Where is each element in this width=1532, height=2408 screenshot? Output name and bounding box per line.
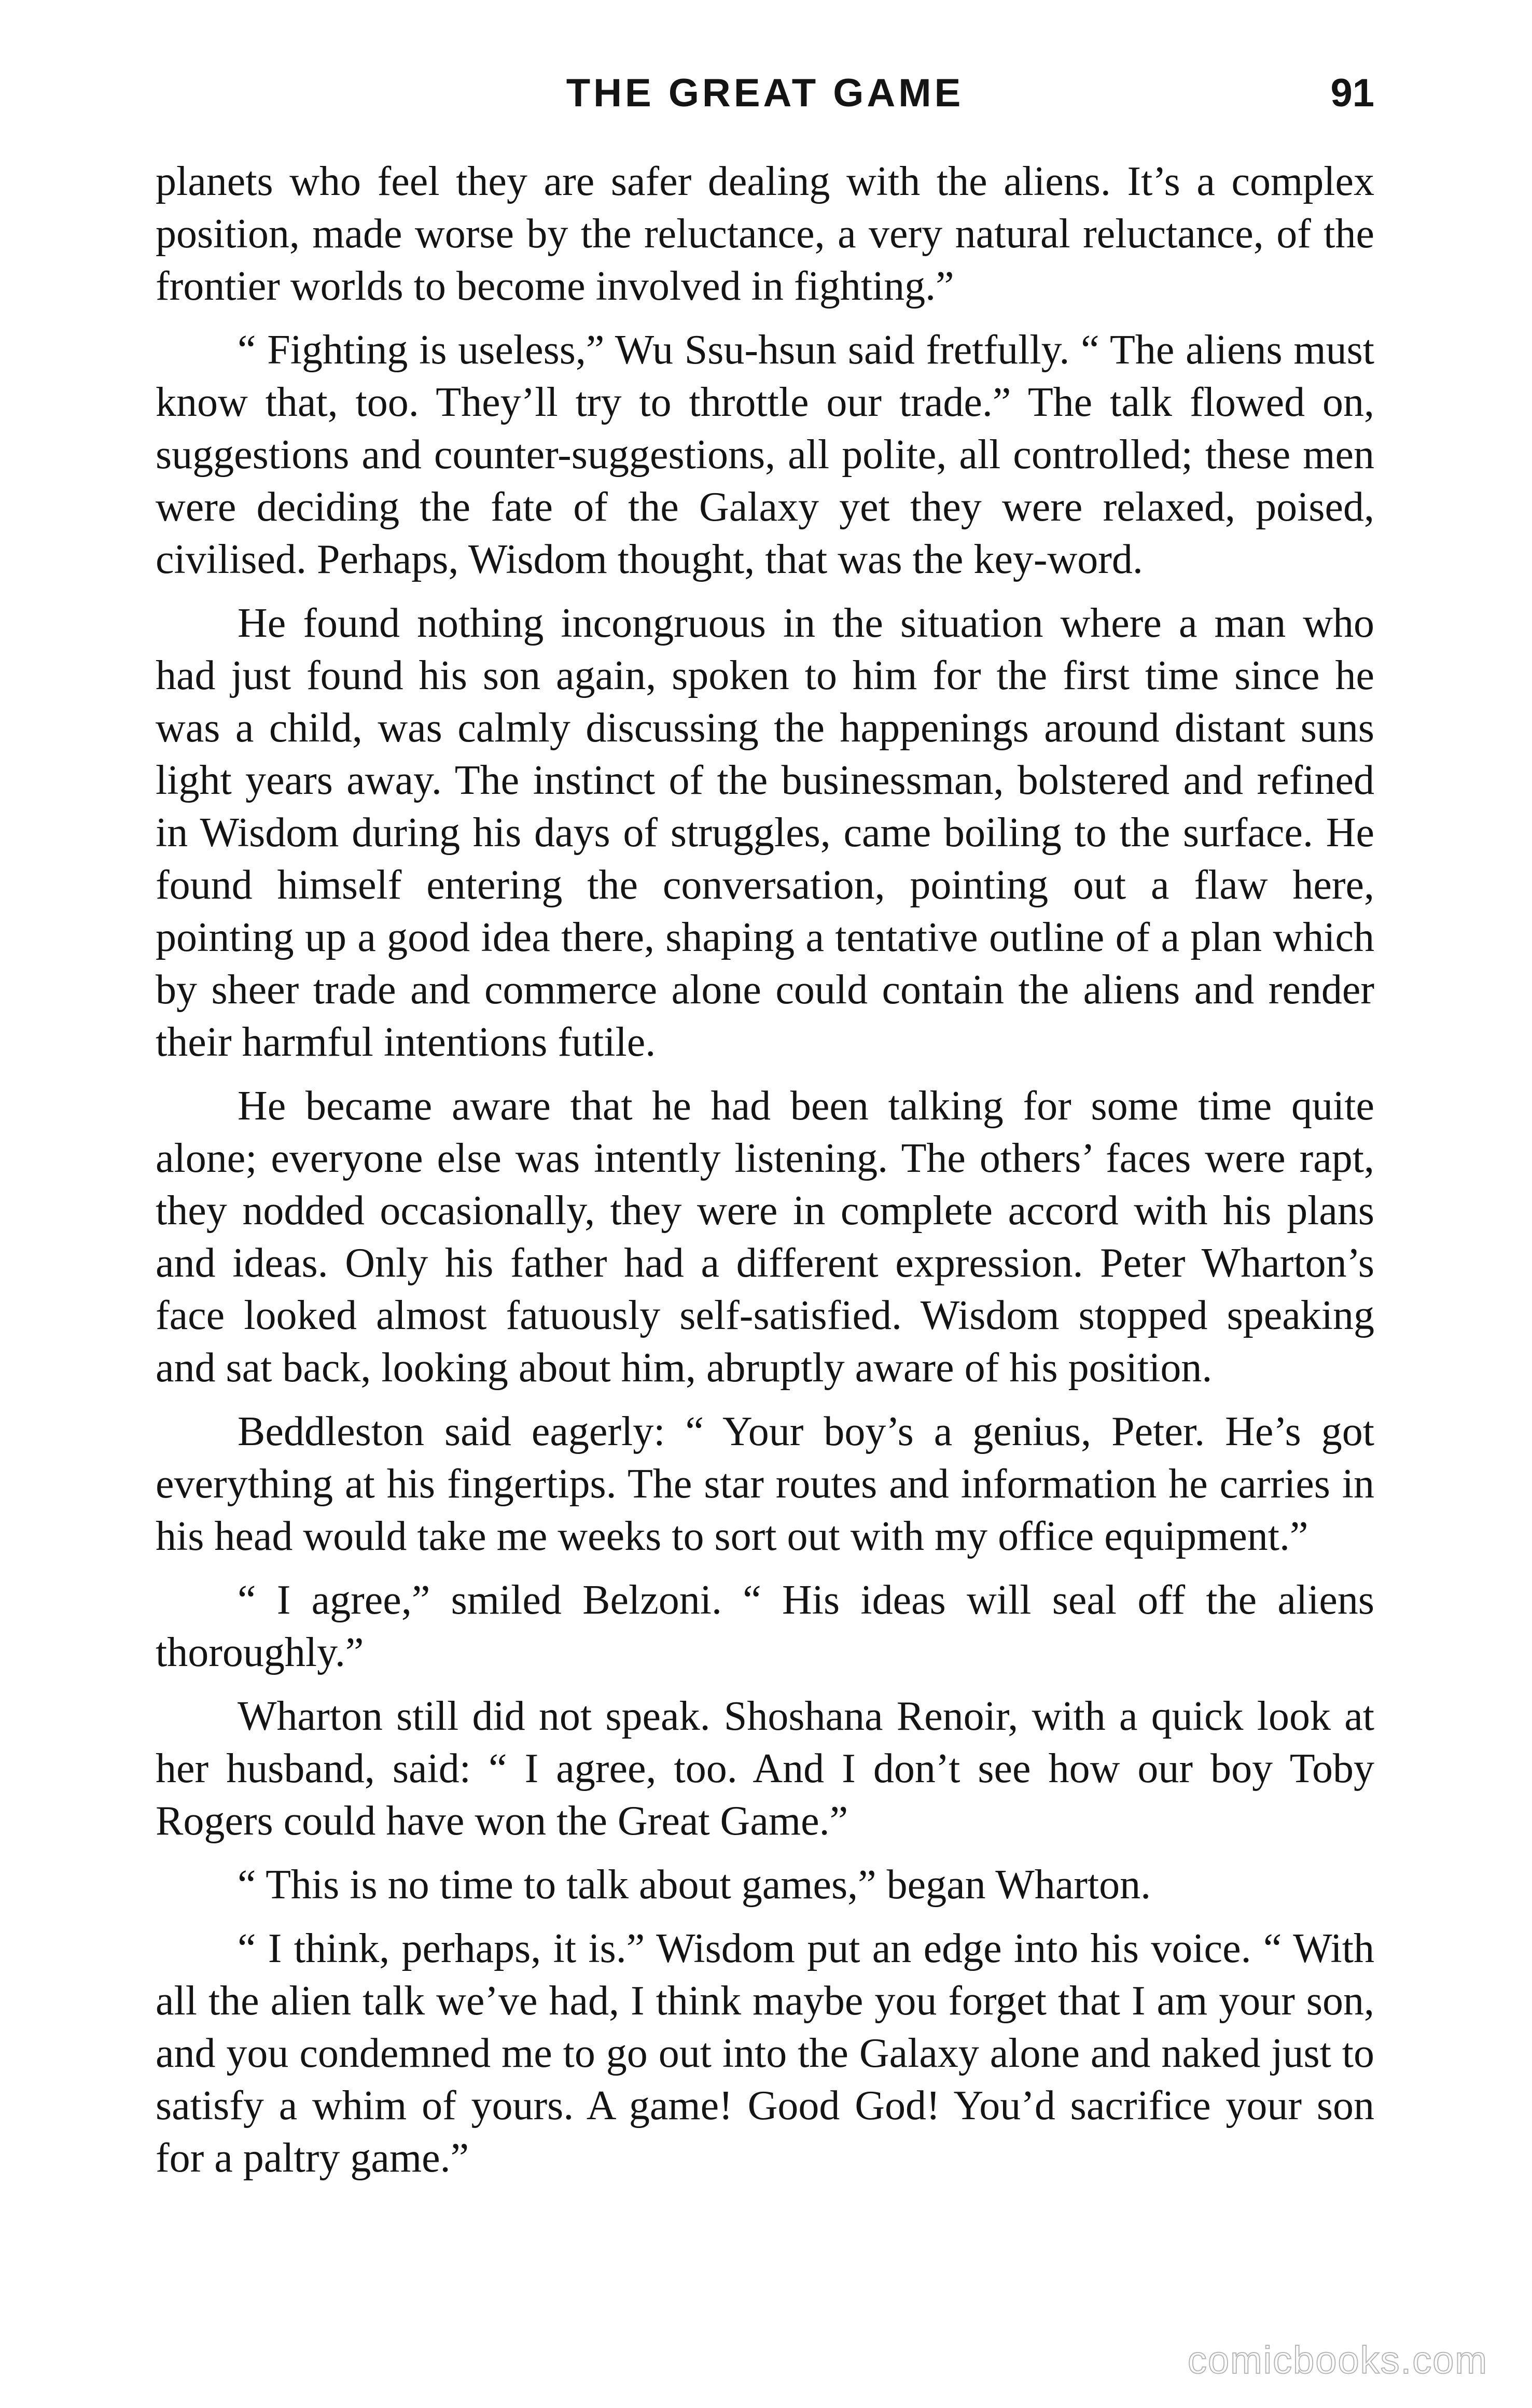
running-title: THE GREAT GAME bbox=[566, 71, 964, 115]
paragraph-9: “ I think, perhaps, it is.” Wisdom put an edge into his voice. “ With all the alien talk we’ve had, I think maybe you forget that I am your son, and you condemned me to go out into the Galaxy alone and naked just to satisfy a whim of yours. A game! Good God! You’d sacrifice your son for a paltry game.” bbox=[156, 1926, 1374, 2181]
running-head bbox=[156, 65, 1374, 122]
watermark: comicbooks.com bbox=[1187, 2339, 1488, 2382]
paragraph-3: He found nothing incongruous in the situation where a man who had just found his son again, spoken to him for the first time since he was a child, was calmly discussing the happenings around distant suns light years away. The instinct of the businessman, bolstered and refined in Wisdom during his days of struggles, came boiling to the surface. He found himself entering the conversation, pointing out a flaw here, pointing up a good idea there, shaping a tentative outline of a plan which by sheer trade and commerce alone could contain the aliens and render their harmful intentions futile. bbox=[156, 600, 1374, 1065]
page-number: 91 bbox=[1330, 71, 1374, 115]
paragraph-6: “ I agree,” smiled Belzoni. “ His ideas will seal off the aliens thoroughly.” bbox=[156, 1577, 1374, 1675]
paragraph-2: “ Fighting is useless,” Wu Ssu-hsun said fretfully. “ The aliens must know that, too. They’ll try to throttle our trade.” The talk flowed on, suggestions and counter-suggestions, all polite, all controlled; these men were deciding the fate of the Galaxy yet they were relaxed, poised, civilised. Perhaps, Wisdom thought, that was the key-word. bbox=[156, 327, 1374, 582]
body-text bbox=[156, 156, 1374, 2196]
paragraph-4: He became aware that he had been talking for some time quite alone; everyone else was intently listening. The others’ faces were rapt, they nodded occasionally, they were in complete accord with his plans and ideas. Only his father had a different expression. Peter Wharton’s face looked almost fatuously self-satisfied. Wisdom stopped speaking and sat back, looking about him, abruptly aware of his position. bbox=[156, 1083, 1374, 1391]
paragraph-1: planets who feel they are safer dealing with the aliens. It’s a complex position, made worse by the reluctance, a very natural reluctance, of the frontier worlds to become involved in fighting.” bbox=[156, 159, 1374, 309]
paragraph-7: Wharton still did not speak. Shoshana Renoir, with a quick look at her husband, said: “ I agree, too. And I don’t see how our boy Toby Rogers could have won the Great Game.” bbox=[156, 1693, 1374, 1844]
paragraph-5: Beddleston said eagerly: “ Your boy’s a genius, Peter. He’s got everything at his fingertips. The star routes and information he carries in his head would take me weeks to sort out with my office equipment.” bbox=[156, 1409, 1374, 1559]
paragraph-8: “ This is no time to talk about games,” began Wharton. bbox=[238, 1862, 1151, 1908]
